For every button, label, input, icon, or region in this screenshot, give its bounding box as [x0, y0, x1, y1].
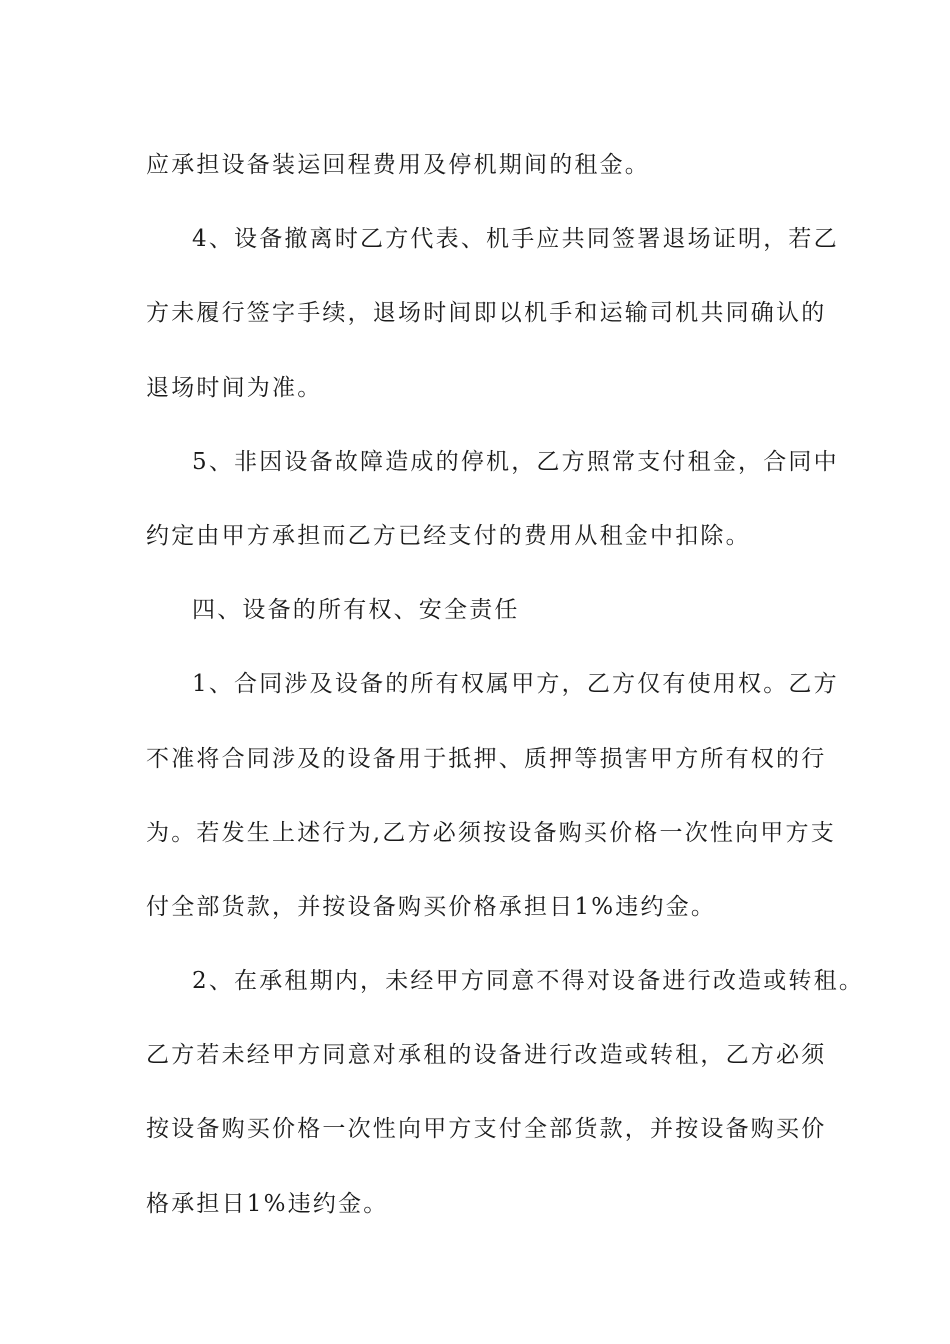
document-body: [146, 128, 865, 1241]
text-line-12: 2、在承租期内，未经甲方同意不得对设备进行改造或转租。: [192, 968, 865, 995]
text-line-10: 为。若发生上述行为,乙方必须按设备购买价格一次性向甲方支: [146, 819, 836, 846]
text-line-6: 约定由甲方承担而乙方已经支付的费用从租金中扣除。: [146, 522, 751, 549]
text-line-11: 付全部货款，并按设备购买价格承担日1%违约金。: [146, 893, 717, 920]
section-heading: 四、设备的所有权、安全责任: [192, 597, 520, 624]
text-line-8: 1、合同涉及设备的所有权属甲方，乙方仅有使用权。乙方: [192, 671, 839, 698]
text-line-4: 退场时间为准。: [146, 374, 323, 401]
text-line-1: 应承担设备装运回程费用及停机期间的租金。: [146, 152, 650, 178]
text-line-14: 按设备购买价格一次性向甲方支付全部货款，并按设备购买价: [146, 1116, 827, 1143]
text-line-15: 格承担日1%违约金。: [146, 1190, 389, 1217]
text-line-5: 5、非因设备故障造成的停机，乙方照常支付租金，合同中: [192, 448, 839, 475]
text-line-13: 乙方若未经甲方同意对承租的设备进行改造或转租，乙方必须: [146, 1042, 827, 1069]
text-line-3: 方未履行签字手续，退场时间即以机手和运输司机共同确认的: [146, 300, 827, 327]
text-line-2: 4、设备撤离时乙方代表、机手应共同签署退场证明，若乙: [192, 226, 839, 253]
text-line-9: 不准将合同涉及的设备用于抵押、质押等损害甲方所有权的行: [146, 745, 827, 772]
